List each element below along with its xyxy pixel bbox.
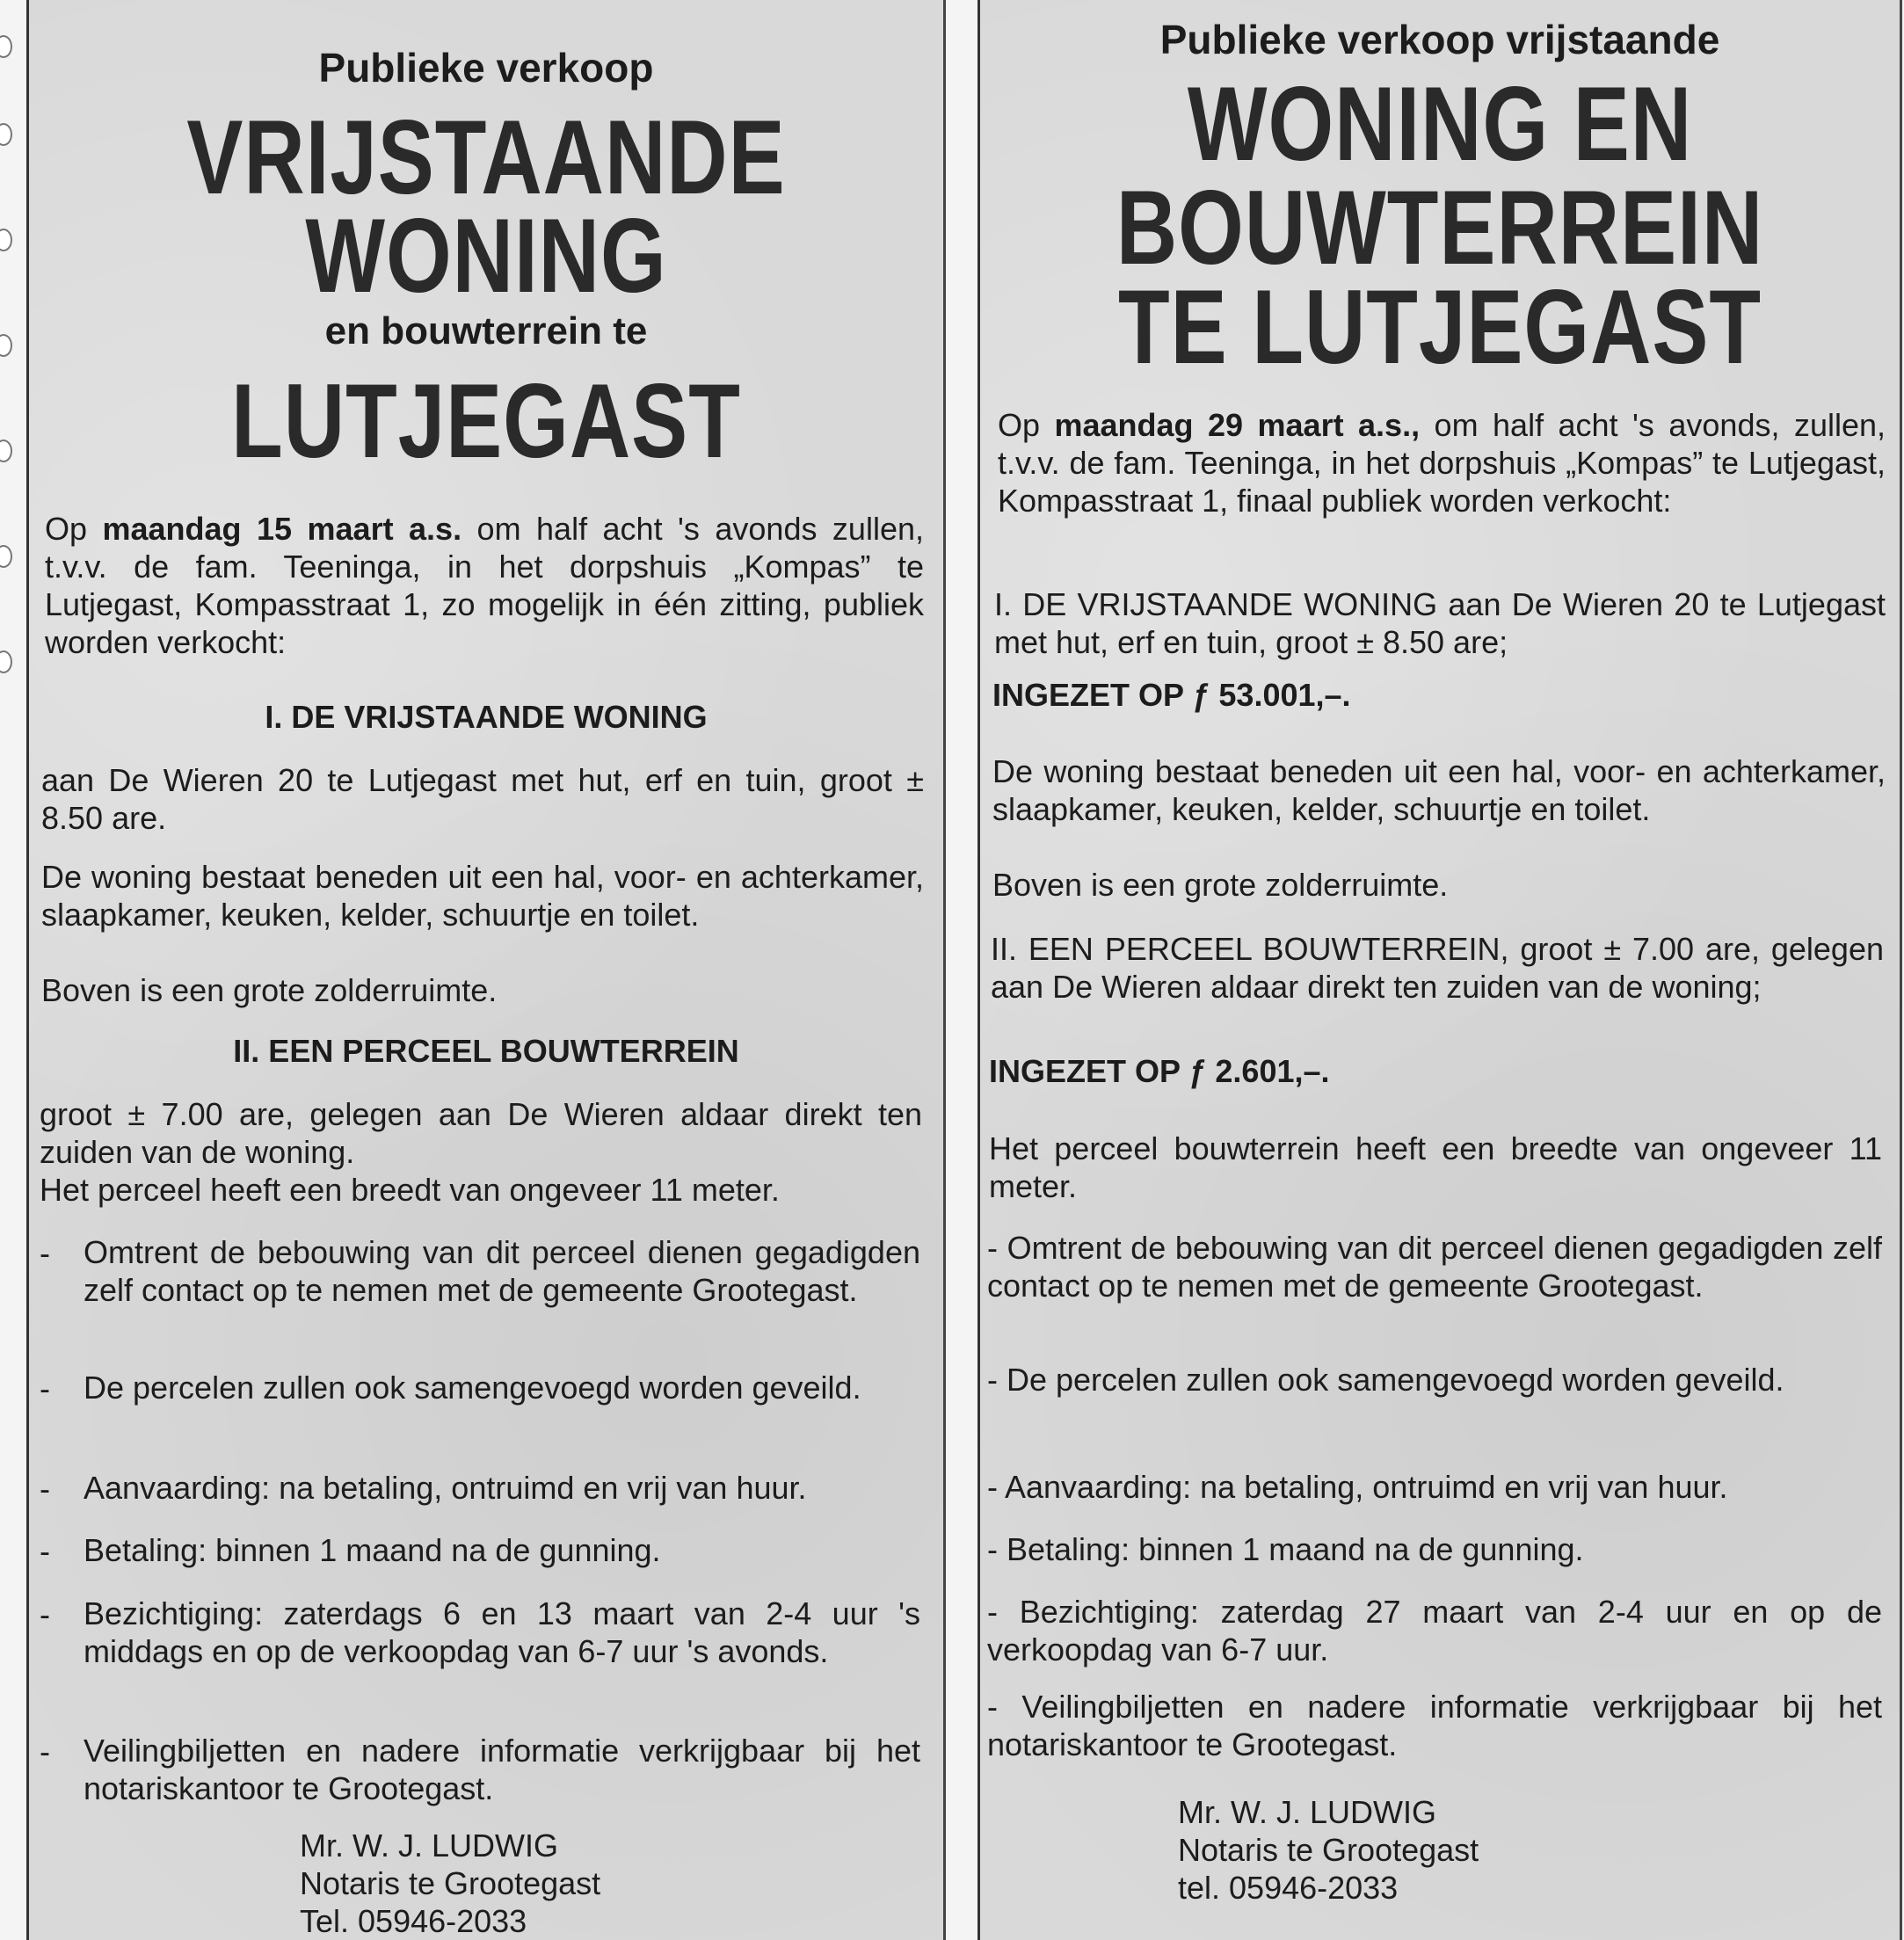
bullet-dash: - [40,1533,50,1569]
intro-text: Op [45,511,103,547]
headline: BOUWTERREIN [1116,169,1764,287]
description: De woning bestaat beneden uit een hal, voor- en achterkamer, slaapkamer, keuken, kelder, schuurtje en toilet. [992,753,1886,827]
signature [1178,1793,1479,1907]
list-item: Veilingbiljetten en nadere informatie verkrijgbaar bij het notariskantoor te Grootegast. [84,1733,920,1806]
notary-name: Mr. W. J. LUDWIG [300,1827,558,1864]
subline: en bouwterrein te [324,309,648,352]
list-item: - Bezichtiging: zaterdag 27 maart van 2-4 uur en op de verkoopdag van 6-7 uur. [987,1594,1882,1668]
notary-title: Notaris te Grootegast [1178,1832,1479,1868]
intro-text: om half acht 's avonds zullen, t.v.v. de fam. Teeninga, in het dorpshuis „Kompas” te Lutjegast, Kompasstraat 1, zo mogelijk in één zitting, publiek worden verkocht: [45,511,924,660]
binder-hole [0,229,12,251]
description: De woning bestaat beneden uit een hal, voor- en achterkamer, slaapkamer, keuken, kelder, schuurtje en toilet. [41,859,924,933]
sale-date: maandag 15 maart a.s. [102,511,462,547]
section-title: II. EEN PERCEEL BOUWTERREIN [233,1033,739,1069]
list-item: - Omtrent de bebouwing van dit perceel dienen gegadigden zelf contact op te nemen met de gemeente Grootegast. [987,1230,1882,1304]
bullet-dash: - [40,1471,50,1507]
list-item: Betaling: binnen 1 maand na de gunning. [84,1532,661,1568]
list-item: Omtrent de bebouwing van dit perceel dienen gegadigden zelf contact op te nemen met de gemeente Grootegast. [84,1234,920,1308]
binder-hole [0,35,12,58]
sale-date: maandag 29 maart a.s., [1054,407,1421,443]
intro-text: om half acht 's avonds, zullen, t.v.v. de fam. Teeninga, in het dorpshuis „Kompas” te Lutjegast, Kompasstraat 1, finaal publiek worden verkocht: [998,407,1886,519]
bullet-dash: - [40,1596,50,1632]
section-text: II. EEN PERCEEL BOUWTERREIN, groot ± 7.00 are, gelegen aan De Wieren aldaar direkt ten zuiden van de woning; [991,931,1884,1005]
headline: WONING EN [1187,65,1693,184]
plot-width: Het perceel bouwterrein heeft een breedte van ongeveer 11 meter. [989,1130,1882,1204]
list-item: Aanvaarding: na betaling, ontruimd en vrij van huur. [84,1470,807,1506]
list-item: Bezichtiging: zaterdags 6 en 13 maart van 2-4 uur 's middags en op de verkoopdag van 6-7 uur 's avonds. [84,1595,920,1669]
bullet-dash: - [40,1235,50,1271]
signature [300,1827,600,1940]
binder-hole [0,650,12,673]
starting-price: INGEZET OP ƒ 53.001,–. [992,677,1351,713]
headline: VRIJSTAANDE [186,98,786,217]
notary-title: Notaris te Grootegast [300,1865,601,1901]
list-item: De percelen zullen ook samengevoegd worden geveild. [84,1370,861,1406]
intro-paragraph [998,406,1886,520]
starting-price: INGEZET OP ƒ 2.601,–. [989,1053,1330,1089]
headline: TE LUTJEGAST [1117,268,1762,387]
description: Boven is een grote zolderruimte. [41,972,498,1008]
list-item: - De percelen zullen ook samengevoegd worden geveild. [987,1362,1784,1398]
notary-phone: tel. 05946-2033 [1178,1870,1399,1906]
intro-paragraph [45,510,924,661]
intro-text: Op [998,407,1055,443]
list-item: - Betaling: binnen 1 maand na de gunning. [987,1531,1584,1567]
notary-phone: Tel. 05946-2033 [300,1903,527,1939]
list-item: - Aanvaarding: na betaling, ontruimd en vrij van huur. [987,1469,1728,1505]
headline: LUTJEGAST [231,362,741,481]
bullet-dash: - [40,1370,50,1406]
section-text: I. DE VRIJSTAANDE WONING aan De Wieren 20 te Lutjegast met hut, erf en tuin, groot ± 8.50 are; [994,586,1886,660]
binder-hole [0,334,12,357]
kicker: Publieke verkoop [318,45,654,91]
clipping-right [977,0,1902,1940]
section-text: groot ± 7.00 are, gelegen aan De Wieren aldaar direkt ten zuiden van de woning. [40,1096,922,1170]
section-text: aan De Wieren 20 te Lutjegast met hut, erf en tuin, groot ± 8.50 are. [41,762,924,836]
notary-name: Mr. W. J. LUDWIG [1178,1794,1436,1830]
binder-hole [0,545,12,568]
headline: WONING [305,197,667,316]
list-item: - Veilingbiljetten en nadere informatie verkrijgbaar bij het notariskantoor te Grootegast. [987,1689,1882,1762]
bullet-dash: - [40,1733,50,1769]
description: Boven is een grote zolderruimte. [992,867,1449,903]
clipping-left [26,0,946,1940]
section-title: I. DE VRIJSTAANDE WONING [265,699,708,735]
kicker: Publieke verkoop vrijstaande [1159,17,1720,62]
section-text: Het perceel heeft een breedt van ongeveer 11 meter. [40,1172,780,1208]
binder-hole [0,440,12,462]
binder-hole [0,123,12,146]
